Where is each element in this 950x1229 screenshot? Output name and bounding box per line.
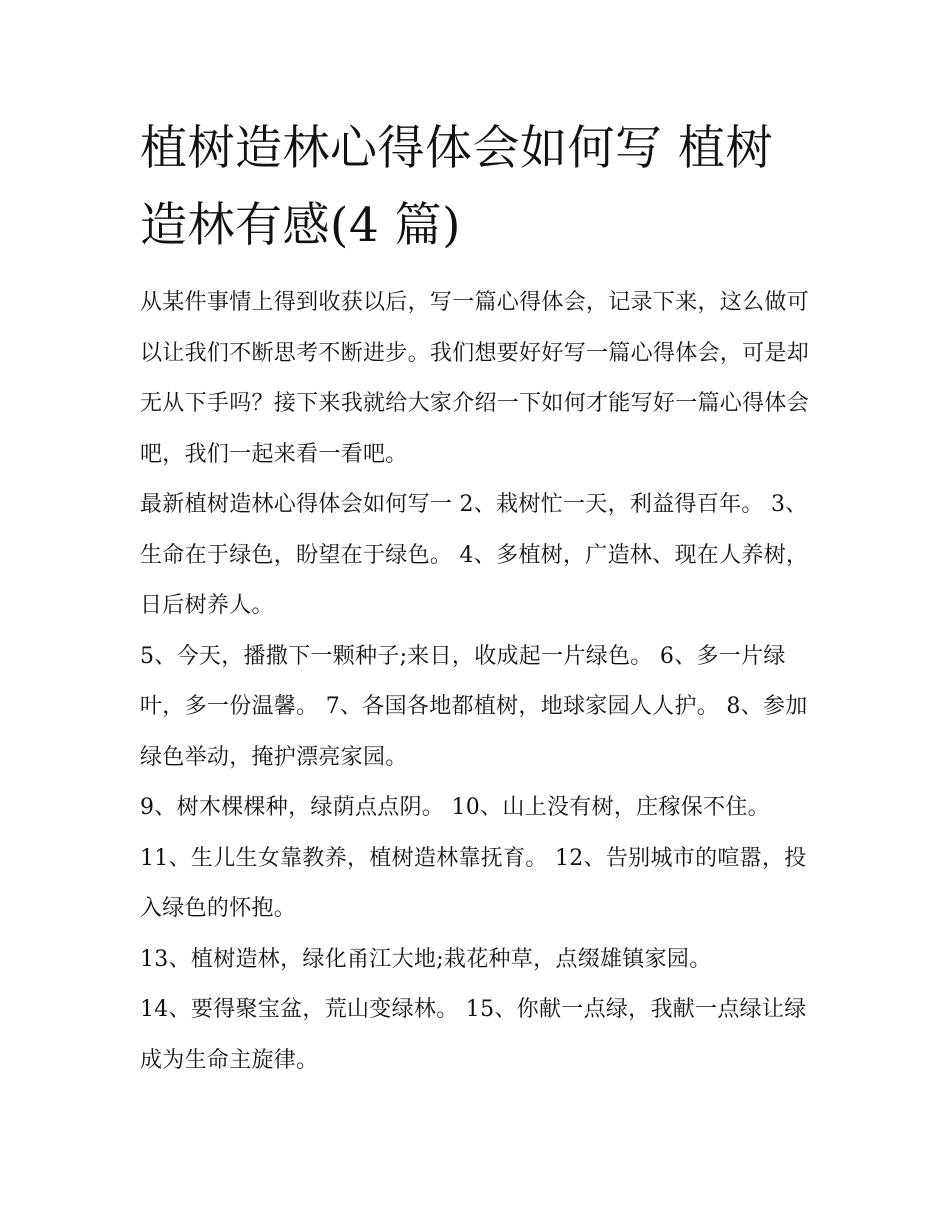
- intro-paragraph: 从某件事情上得到收获以后，写一篇心得体会，记录下来，这么做可以让我们不断思考不断进步。我们想要好好写一篇心得体会，可是却无从下手吗？接下来我就给大家介绍一下如何才能写好一篇心得体会吧，我们一起来看一看吧。: [140, 290, 810, 467]
- slogan-paragraph-4: 13、植树造林，绿化甬江大地;栽花种草，点缀雄镇家园。: [140, 946, 712, 972]
- slogan-paragraph-5: 14、要得聚宝盆，荒山变绿林。 15、你献一点绿，我献一点绿让绿成为生命主旋律。: [140, 997, 807, 1073]
- document-page: [140, 110, 815, 1086]
- slogan-paragraph-3: 9、树木棵棵种，绿荫点点阴。 10、山上没有树，庄稼保不住。 11、生儿生女靠教养，植树造林靠抚育。 12、告别城市的喧嚣，投入绿色的怀抱。: [140, 795, 807, 921]
- slogan-paragraph-1: 最新植树造林心得体会如何写一 2、栽树忙一天，利益得百年。 3、生命在于绿色，盼望在于绿色。 4、多植树，广造林、现在人养树，日后树养人。: [140, 492, 809, 618]
- slogan-paragraph-2: 5、今天，播撒下一颗种子;来日，收成起一片绿色。 6、多一片绿叶，多一份温馨。 7、各国各地都植树，地球家园人人护。 8、参加绿色举动，掩护漂亮家园。: [140, 643, 808, 770]
- document-title: 植树造林心得体会如何写 植树造林有感(4 篇): [140, 121, 773, 253]
